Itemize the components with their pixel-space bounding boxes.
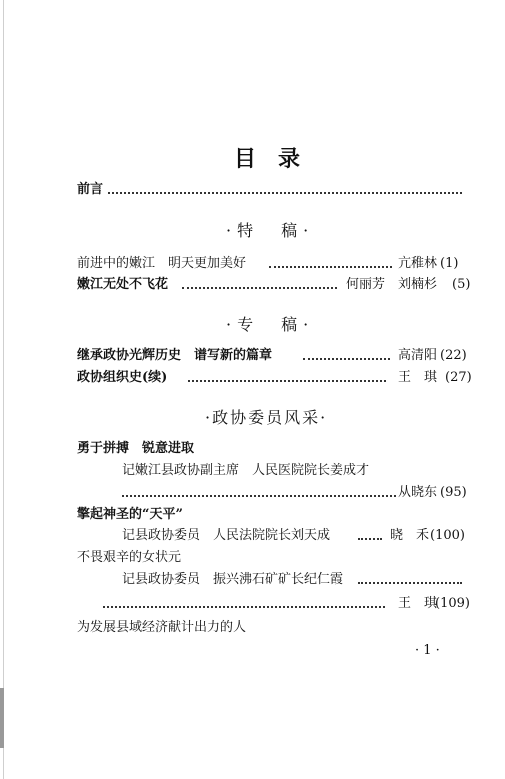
entry-page: (109) bbox=[435, 596, 470, 611]
leader-dots bbox=[303, 358, 390, 360]
entry-page: (1) bbox=[440, 256, 459, 271]
toc-entry bbox=[0, 256, 505, 274]
toc-entry-subtitle bbox=[0, 528, 505, 546]
entry-author: 高清阳 bbox=[398, 348, 438, 363]
scan-mark bbox=[0, 688, 4, 748]
entry-author: 从晓东 bbox=[398, 485, 438, 500]
entry-subtitle: 记县政协委员 人民法院院长刘天成 bbox=[122, 528, 331, 543]
section-heading-special-topic: ·专 稿· bbox=[226, 315, 315, 334]
toc-entry bbox=[0, 550, 505, 568]
leader-dots bbox=[358, 538, 382, 540]
leader-dots bbox=[122, 495, 396, 497]
entry-title: 政协组织史(续) bbox=[77, 370, 168, 385]
section-heading-special-feature: ·特 稿· bbox=[226, 221, 315, 240]
leader-dots bbox=[182, 287, 337, 289]
entry-subtitle: 记嫩江县政协副主席 人民医院院长姜成才 bbox=[122, 463, 370, 478]
leader-dots bbox=[108, 192, 462, 194]
toc-entry-subtitle bbox=[0, 572, 505, 590]
entry-title: 继承政协光辉历史 谱写新的篇章 bbox=[77, 348, 273, 363]
entry-title: 勇于拼搏 锐意进取 bbox=[77, 441, 195, 456]
entry-page: (27) bbox=[445, 370, 472, 385]
page-number: · 1 · bbox=[415, 643, 440, 658]
toc-entry-leader bbox=[0, 485, 505, 503]
page-edge bbox=[3, 0, 4, 779]
toc-entry bbox=[0, 441, 505, 459]
entry-author: 亢稚林 bbox=[398, 256, 438, 271]
entry-author: 晓 禾 bbox=[390, 528, 430, 543]
page-title: 目 录 bbox=[234, 146, 301, 172]
toc-entry bbox=[0, 348, 505, 366]
leader-dots bbox=[269, 266, 392, 268]
toc-entry-leader bbox=[0, 596, 505, 614]
toc-entry bbox=[0, 277, 505, 295]
leader-dots bbox=[188, 380, 386, 382]
entry-title: 嫩江无处不飞花 bbox=[77, 277, 169, 292]
toc-entry bbox=[0, 620, 505, 638]
entry-title: 为发展县域经济献计出力的人 bbox=[77, 620, 247, 635]
section-heading-members: ·政协委员风采· bbox=[205, 408, 328, 427]
toc-entry bbox=[0, 507, 505, 525]
entry-subtitle: 记县政协委员 振兴沸石矿矿长纪仁霞 bbox=[122, 572, 344, 587]
entry-page: (100) bbox=[430, 528, 465, 543]
leader-dots bbox=[103, 606, 385, 608]
entry-title: 不畏艰辛的女状元 bbox=[77, 550, 182, 565]
toc-entry-subtitle bbox=[0, 463, 505, 481]
entry-page: (22) bbox=[440, 348, 467, 363]
entry-author: 何丽芳 刘楠杉 bbox=[346, 277, 438, 292]
entry-title: 擎起神圣的“天平” bbox=[77, 507, 183, 522]
entry-author: 王 琪 bbox=[398, 370, 438, 385]
toc-entry bbox=[0, 370, 505, 388]
toc-entry-preface bbox=[0, 182, 505, 200]
entry-page: (95) bbox=[440, 485, 467, 500]
entry-title: 前进中的嫩江 明天更加美好 bbox=[77, 256, 247, 271]
entry-page: (5) bbox=[452, 277, 471, 292]
leader-dots bbox=[358, 582, 462, 584]
entry-title: 前言 bbox=[77, 182, 104, 197]
entry-author: 王 琪 bbox=[398, 596, 438, 611]
